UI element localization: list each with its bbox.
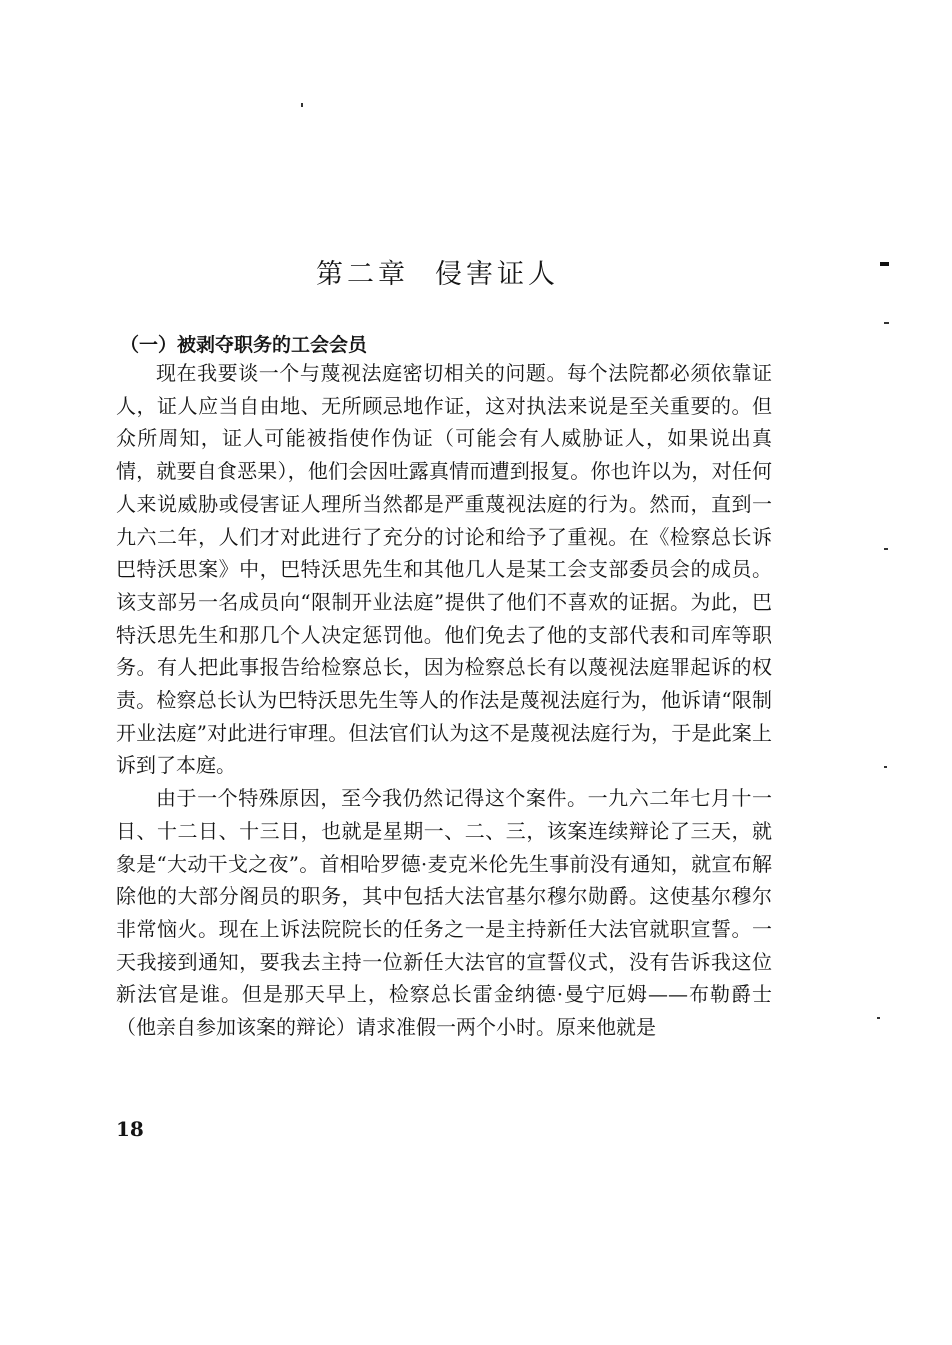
paragraph-2: 由于一个特殊原因，至今我仍然记得这个案件。一九六二年七月十一日、十二日、十三日，也就是星期一、二、三，该案连续辩论了三天，就象是“大动干戈之夜”。首相哈罗德·麦克米伦先生事前没有通知，就宣布解除他的大部分阁员的职务，其中包括大法官基尔穆尔勋爵。这使基尔穆尔非常恼火。现在上诉法院院长的任务之一是主持新任大法官就职宣誓。一天我接到通知，要我去主持一位新任大法官的宣誓仪式，没有告诉我这位新法官是谁。但是那天早上，检察总长雷金纳德·曼宁厄姆——布勒爵士（他亲自参加该案的辩论）请求准假一两个小时。原来他就是	[116, 786, 772, 1040]
chapter-number: 第二章	[316, 259, 409, 290]
page-number: 18	[116, 1117, 144, 1141]
paragraph-1: 现在我要谈一个与蔑视法庭密切相关的问题。每个法院都必须依靠证人，证人应当自由地、无所顾忌地作证，这对执法来说是至关重要的。但众所周知，证人可能被指使作伪证（可能会有人威胁证人，如果说出真情，就要自食恶果），他们会因吐露真情而遭到报复。你也许以为，对任何人来说威胁或侵害证人理所当然都是严重蔑视法庭的行为。然而，直到一九六二年，人们才对此进行了充分的讨论和给予了重视。在《检察总长诉巴特沃思案》中，巴特沃思先生和其他几人是某工会支部委员会的成员。该支部另一名成员向“限制开业法庭”提供了他们不喜欢的证据。为此，巴特沃思先生和那几个人决定惩罚他。他们免去了他的支部代表和司库等职务。有人把此事报告给检察总长，因为检察总长有以蔑视法庭罪起诉的权责。检察总长认为巴特沃思先生等人的作法是蔑视法庭行为，他诉请“限制开业法庭”对此进行审理。但法官们认为这不是蔑视法庭行为，于是此案上诉到了本庭。	[116, 361, 772, 778]
chapter-name: 侵害证人	[435, 259, 559, 290]
body-text	[116, 357, 772, 1044]
scan-speck	[884, 322, 889, 324]
scan-speck	[884, 766, 887, 768]
scan-speck	[301, 103, 303, 107]
chapter-title	[316, 252, 559, 291]
section-heading: （一）被剥夺职务的工会会员	[120, 334, 368, 356]
scan-speck	[884, 548, 888, 550]
scan-speck	[880, 262, 889, 266]
scan-speck	[877, 1017, 880, 1019]
